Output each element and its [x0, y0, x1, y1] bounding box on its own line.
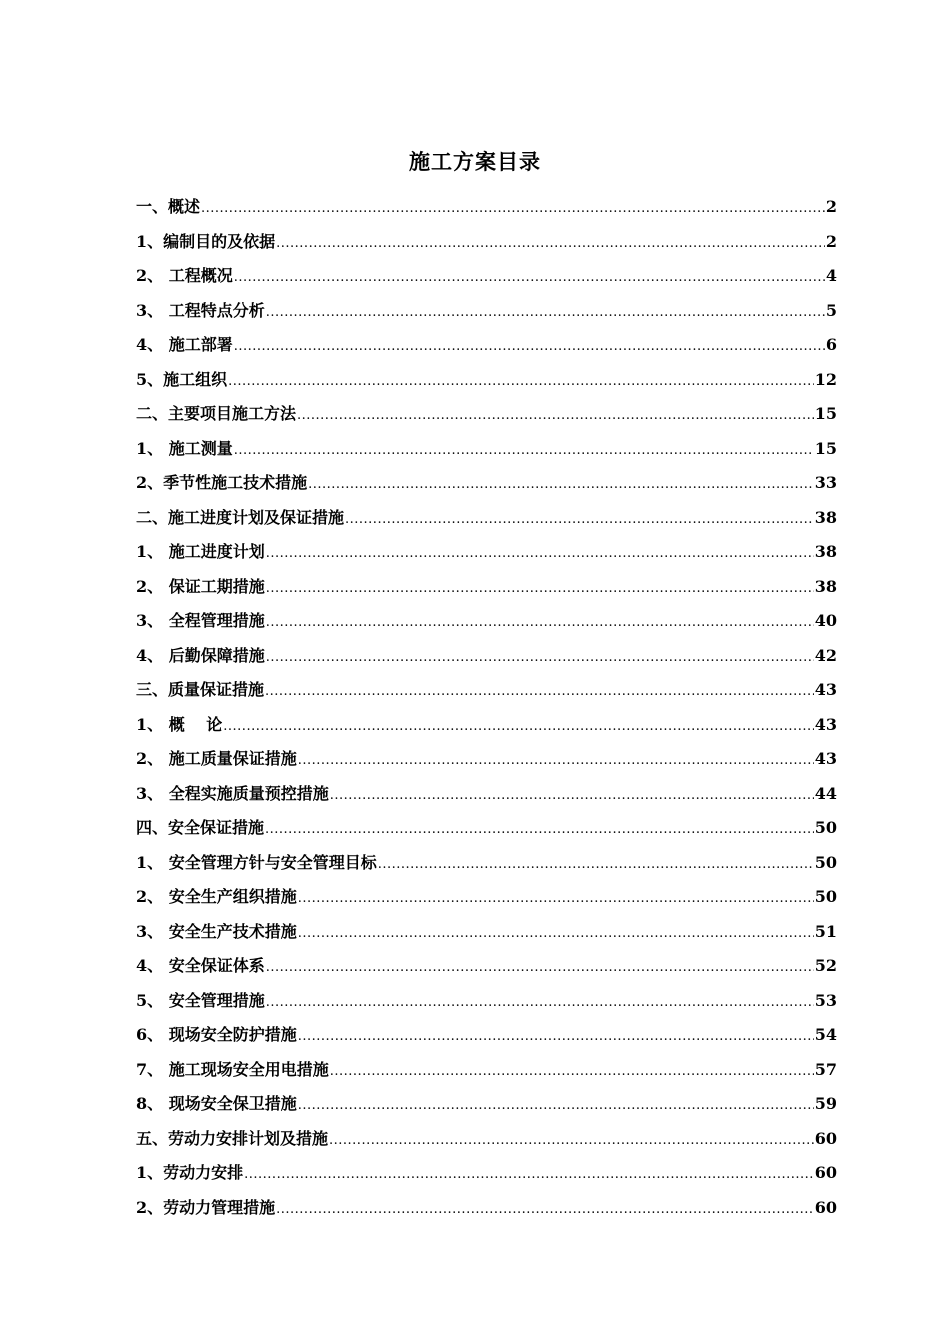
dot-leader — [244, 1160, 814, 1190]
toc-entry — [136, 675, 837, 710]
dot-leader — [234, 332, 825, 362]
toc-entry — [136, 986, 837, 1021]
page-title: 施工方案目录 — [409, 149, 541, 174]
dot-leader — [266, 608, 814, 638]
toc-entry — [136, 365, 837, 400]
dot-leader — [201, 194, 825, 224]
toc-entry — [136, 503, 837, 538]
toc-entry — [136, 917, 837, 952]
toc-entry-label: 3、 安全生产技术措施 — [136, 921, 297, 941]
toc-entry-page-number: 43 — [814, 749, 837, 768]
toc-entry-page-number: 51 — [814, 921, 837, 941]
toc-entry-label: 2、 保证工期措施 — [136, 576, 265, 596]
toc-entry-label: 4、 后勤保障措施 — [136, 645, 265, 665]
toc-entry-page-number: 42 — [814, 645, 837, 665]
toc-entry-label: 2、季节性施工技术措施 — [136, 473, 308, 492]
toc-entry-label: 1、 安全管理方针与安全管理目标 — [136, 852, 377, 872]
dot-leader — [266, 574, 814, 604]
toc-entry — [136, 1055, 837, 1090]
toc-entry — [136, 1089, 837, 1124]
toc-entry-page-number: 40 — [814, 611, 837, 630]
toc-entry-page-number: 12 — [814, 369, 837, 389]
toc-entry-label: 五、劳动力安排计划及措施 — [136, 1128, 329, 1148]
toc-entry-label: 四、安全保证措施 — [136, 818, 265, 837]
toc-entry — [136, 710, 837, 745]
dot-leader — [234, 436, 814, 466]
toc-entry-label: 2、劳动力管理措施 — [136, 1197, 276, 1217]
toc-entry-page-number: 60 — [814, 1197, 837, 1217]
toc-entry-page-number: 57 — [814, 1059, 837, 1079]
toc-entry — [136, 468, 837, 503]
toc-entry — [136, 813, 837, 848]
toc-entry — [136, 1020, 837, 1055]
toc-entry-label: 1、 施工进度计划 — [136, 542, 265, 561]
toc-entry — [136, 1158, 837, 1193]
dot-leader — [330, 781, 814, 811]
toc-entry-label: 3、 工程特点分析 — [136, 300, 265, 320]
toc-entry — [136, 572, 837, 607]
toc-entry — [136, 641, 837, 676]
dot-leader — [266, 643, 814, 673]
toc-entry-page-number: 15 — [814, 438, 837, 458]
toc-entry-label: 2、 安全生产组织措施 — [136, 887, 297, 906]
toc-entry — [136, 848, 837, 883]
toc-entry — [136, 779, 837, 814]
toc-entry-page-number: 54 — [814, 1025, 837, 1044]
toc-entry — [136, 330, 837, 365]
dot-leader — [265, 677, 814, 707]
toc-entry-label: 6、 现场安全防护措施 — [136, 1025, 297, 1044]
toc-entry-page-number: 5 — [825, 300, 837, 320]
toc-entry — [136, 434, 837, 469]
dot-leader — [234, 263, 825, 293]
toc-entry — [136, 882, 837, 917]
toc-entry-label: 二、主要项目施工方法 — [136, 404, 297, 423]
dot-leader — [266, 953, 814, 983]
dot-leader — [329, 1126, 814, 1156]
toc-entry-page-number: 44 — [814, 783, 837, 803]
dot-leader — [265, 815, 814, 845]
toc-entry-label: 二、施工进度计划及保证措施 — [136, 507, 345, 527]
toc-entry-page-number: 60 — [814, 1163, 837, 1182]
toc-entry — [136, 1124, 837, 1159]
toc-entry-page-number: 33 — [814, 473, 837, 492]
dot-leader — [276, 1195, 814, 1225]
dot-leader — [298, 919, 814, 949]
toc-entry-page-number: 59 — [814, 1094, 837, 1113]
dot-leader — [330, 1057, 814, 1087]
toc-entry-label: 3、 全程管理措施 — [136, 611, 265, 630]
dot-leader — [298, 884, 814, 914]
toc-entry-label: 1、 概 论 — [136, 714, 223, 734]
toc-entry-page-number: 52 — [814, 956, 837, 975]
toc-entry-page-number: 53 — [814, 990, 837, 1010]
toc-entry-label: 5、 安全管理措施 — [136, 990, 265, 1010]
table-of-contents — [136, 192, 837, 1227]
toc-entry-page-number: 60 — [814, 1128, 837, 1148]
dot-leader — [298, 1091, 814, 1121]
toc-entry — [136, 296, 837, 331]
toc-entry-label: 4、 施工部署 — [136, 335, 233, 354]
toc-entry — [136, 951, 837, 986]
toc-entry-page-number: 38 — [814, 542, 837, 561]
toc-entry-page-number: 50 — [814, 852, 837, 872]
toc-entry-page-number: 43 — [814, 714, 837, 734]
toc-entry-label: 2、 施工质量保证措施 — [136, 749, 297, 768]
toc-entry — [136, 227, 837, 262]
toc-entry-page-number: 6 — [825, 335, 837, 354]
toc-entry — [136, 399, 837, 434]
toc-entry-page-number: 50 — [814, 887, 837, 906]
dot-leader — [378, 850, 814, 880]
toc-entry-page-number: 38 — [814, 507, 837, 527]
toc-entry-label: 5、施工组织 — [136, 369, 228, 389]
dot-leader — [298, 1022, 814, 1052]
toc-entry-page-number: 2 — [825, 231, 837, 251]
dot-leader — [266, 539, 814, 569]
toc-entry-label: 4、 安全保证体系 — [136, 956, 265, 975]
toc-entry-label: 1、劳动力安排 — [136, 1163, 244, 1182]
dot-leader — [266, 298, 825, 328]
toc-entry-label: 1、 施工测量 — [136, 438, 233, 458]
toc-entry-label: 一、概述 — [136, 197, 201, 216]
toc-entry-label: 三、质量保证措施 — [136, 680, 265, 699]
dot-leader — [223, 712, 813, 742]
dot-leader — [345, 505, 814, 535]
toc-entry-label: 3、 全程实施质量预控措施 — [136, 783, 329, 803]
toc-entry — [136, 192, 837, 227]
toc-entry — [136, 537, 837, 572]
toc-entry-label: 2、 工程概况 — [136, 266, 233, 285]
toc-entry-label: 8、 现场安全保卫措施 — [136, 1094, 297, 1113]
toc-entry — [136, 1193, 837, 1228]
toc-entry-label: 7、 施工现场安全用电措施 — [136, 1059, 329, 1079]
dot-leader — [297, 401, 814, 431]
toc-entry-page-number: 15 — [814, 404, 837, 423]
dot-leader — [228, 367, 814, 397]
toc-entry — [136, 744, 837, 779]
dot-leader — [276, 229, 825, 259]
dot-leader — [298, 746, 814, 776]
toc-entry-page-number: 2 — [825, 197, 837, 216]
dot-leader — [266, 988, 814, 1018]
toc-entry-page-number: 4 — [825, 266, 837, 285]
toc-entry-page-number: 50 — [814, 818, 837, 837]
toc-entry — [136, 261, 837, 296]
dot-leader — [308, 470, 814, 500]
toc-entry-page-number: 43 — [814, 680, 837, 699]
toc-entry-label: 1、编制目的及依据 — [136, 231, 276, 251]
toc-entry — [136, 606, 837, 641]
toc-entry-page-number: 38 — [814, 576, 837, 596]
